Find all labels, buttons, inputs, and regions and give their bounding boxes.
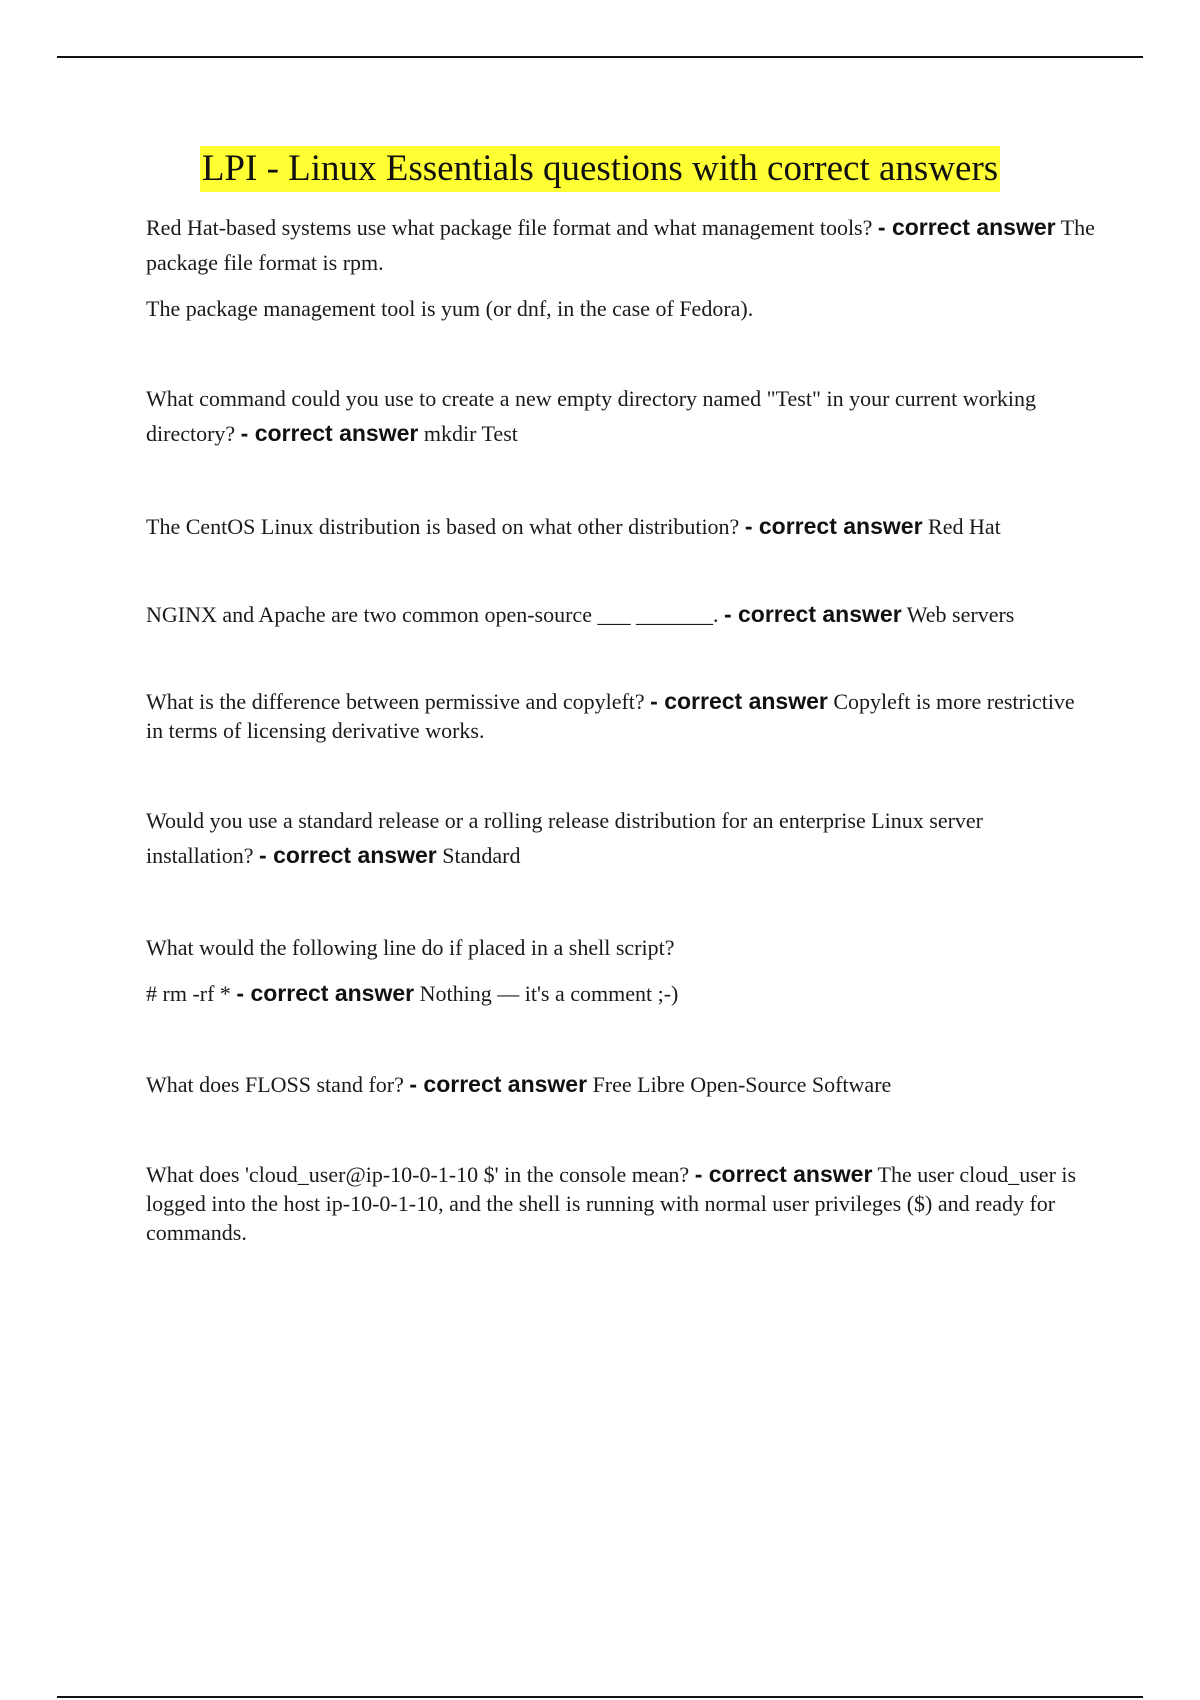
qa-paragraph (146, 600, 1096, 629)
answer-text: mkdir Test (423, 421, 518, 446)
question-text: What command could you use to create a new empty directory named "Test" in your current working directory? (146, 386, 1037, 446)
qa-paragraph (146, 976, 1096, 1011)
answer-marker: - correct answer (877, 214, 1056, 240)
answer-marker: - correct answer (236, 980, 415, 1006)
qa-paragraph (146, 509, 1096, 544)
qa-item (146, 509, 1096, 544)
qa-paragraph (146, 803, 1096, 873)
qa-item (146, 210, 1096, 326)
answer-text: Red Hat (928, 514, 1001, 539)
question-text: NGINX and Apache are two common open-source ___ _______. (146, 602, 719, 627)
qa-item (146, 687, 1096, 745)
question-text: What is the difference between permissive and copyleft? (146, 689, 645, 714)
qa-paragraph (146, 687, 1096, 745)
answer-marker: - correct answer (409, 1071, 588, 1097)
header-rule (57, 56, 1143, 58)
qa-item (146, 1067, 1096, 1102)
answer-text: Nothing — it's a comment ;-) (419, 981, 679, 1006)
answer-text: Free Libre Open-Source Software (592, 1072, 892, 1097)
answer-text: Standard (442, 843, 521, 868)
qa-paragraph (146, 1160, 1096, 1247)
qa-item (146, 600, 1096, 629)
answer-text: The user cloud_user is logged into the host ip-10-0-1-10, and the shell is running with normal user privileges ($) and ready for commands. (146, 1162, 1077, 1245)
footer-rule (57, 1696, 1143, 1698)
question-text: What would the following line do if placed in a shell script? (146, 935, 675, 960)
qa-paragraph (146, 1067, 1096, 1102)
answer-marker: - correct answer (744, 513, 923, 539)
qa-item (146, 803, 1096, 873)
answer-marker: - correct answer (723, 601, 902, 627)
qa-list (146, 210, 1096, 1258)
answer-marker: - correct answer (694, 1161, 873, 1187)
question-text: Would you use a standard release or a rolling release distribution for an enterprise Linux server installation? (146, 808, 983, 868)
qa-item (146, 930, 1096, 1011)
question-text: What does 'cloud_user@ip-10-0-1-10 $' in the console mean? (146, 1162, 690, 1187)
qa-item (146, 1160, 1096, 1247)
document-title: LPI - Linux Essentials questions with correct answers (200, 146, 1000, 192)
answer-marker: - correct answer (240, 420, 419, 446)
title-container (0, 146, 1200, 192)
answer-text: Web servers (906, 602, 1015, 627)
question-continued: # rm -rf * (146, 981, 231, 1006)
answer-marker: - correct answer (259, 842, 437, 868)
answer-continued: The package management tool is yum (or dnf, in the case of Fedora). (146, 296, 754, 321)
question-text: The CentOS Linux distribution is based on what other distribution? (146, 514, 740, 539)
answer-text: Copyleft is more restrictive in terms of licensing derivative works. (146, 689, 1075, 743)
question-text: What does FLOSS stand for? (146, 1072, 404, 1097)
question-text: Red Hat-based systems use what package file format and what management tools? (146, 215, 873, 240)
answer-marker: - correct answer (650, 688, 828, 714)
qa-paragraph (146, 210, 1096, 280)
qa-item (146, 381, 1096, 451)
qa-paragraph (146, 381, 1096, 451)
answer-text: The package file format is rpm. (146, 215, 1095, 275)
